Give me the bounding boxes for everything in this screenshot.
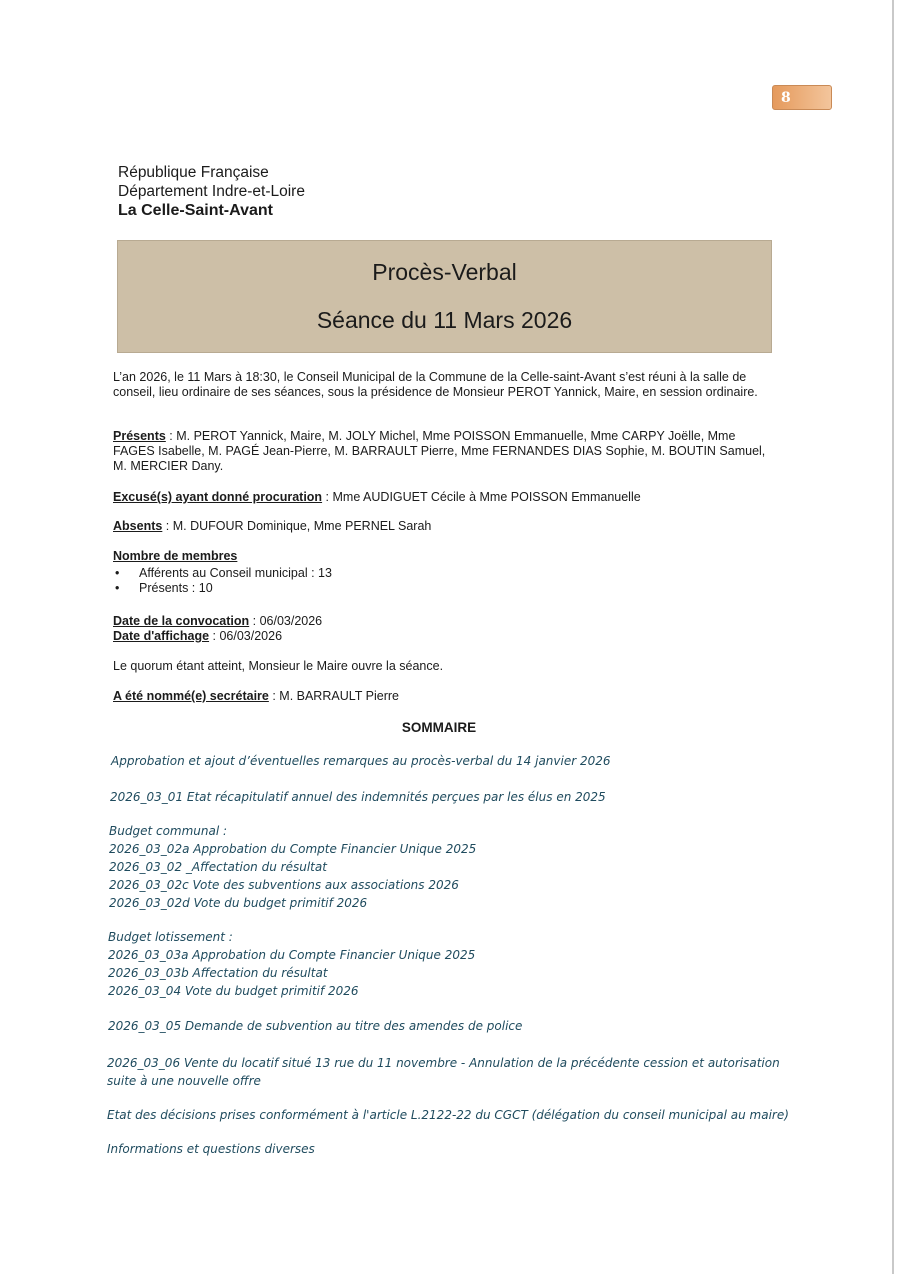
letterhead: [118, 163, 305, 220]
absents-label: Absents: [113, 519, 163, 533]
page-edge: [892, 0, 894, 1274]
page-number-badge: 8: [772, 85, 832, 110]
convocation-line: [113, 614, 773, 629]
agenda-budget-communal: [109, 822, 789, 912]
agenda-budget-lotissement: [108, 928, 788, 1000]
secretaire-value: : M. BARRAULT Pierre: [268, 689, 399, 703]
convocation-value: : 06/03/2026: [249, 614, 323, 628]
session-title: Séance du 11 Mars 2026: [316, 307, 573, 333]
agenda-informations: Informations et questions diverses: [107, 1142, 315, 1156]
affichage-label: Date d'affichage: [113, 629, 210, 643]
absents-paragraph: [113, 519, 773, 534]
agenda-item-06-line-1: 2026_03_06 Vente du locatif situé 13 rue du 11 novembre - Annulation de la précédente cession et autorisation: [107, 1056, 780, 1070]
agenda-item-01: 2026_03_01 Etat récapitulatif annuel des indemnités perçues par les élus en 2025: [110, 790, 606, 804]
excuses-value: : Mme AUDIGUET Cécile à Mme POISSON Emmanuelle: [322, 490, 641, 504]
membres-list: [113, 566, 773, 596]
list-item: 2026_03_02 _Affectation du résultat: [109, 860, 327, 874]
absents-value: : M. DUFOUR Dominique, Mme PERNEL Sarah: [162, 519, 432, 533]
presents-label: Présents: [113, 429, 166, 443]
affichage-line: [113, 629, 773, 644]
letterhead-commune: La Celle-Saint-Avant: [118, 202, 273, 219]
agenda-etat-decisions: Etat des décisions prises conformément à l'article L.2122-22 du CGCT (délégation du conseil municipal au maire): [107, 1108, 789, 1122]
sommaire-title: SOMMAIRE: [401, 720, 477, 735]
intro-paragraph: L’an 2026, le 11 Mars à 18:30, le Conseil Municipal de la Commune de la Celle-saint-Avant s’est réuni à la salle de conseil, lieu ordinaire de ses séances, sous la présidence de Monsieur PEROT Yannick, Maire, en session ordinaire.: [113, 370, 758, 399]
excuses-paragraph: [113, 490, 773, 505]
agenda-item-06: [107, 1054, 807, 1090]
list-item: 2026_03_04 Vote du budget primitif 2026: [108, 984, 359, 998]
secretaire-paragraph: [113, 689, 773, 704]
list-item: • Afférents au Conseil municipal : 13: [113, 566, 773, 581]
presents-value: : M. PEROT Yannick, Maire, M. JOLY Michel, Mme POISSON Emmanuelle, Mme CARPY Joëlle, Mme FAGES Isabelle, M. PAGÉ Jean-Pierre, M. BARRAULT Pierre, Mme FERNANDES DIAS Sophie, M. BOUTIN Samuel, M. MERCIER Dany.: [113, 429, 766, 473]
quorum-paragraph: Le quorum étant atteint, Monsieur le Maire ouvre la séance.: [113, 659, 444, 673]
list-item: 2026_03_02a Approbation du Compte Financier Unique 2025: [109, 842, 477, 856]
presents-paragraph: [113, 429, 773, 474]
membres-label: Nombre de membres: [113, 549, 238, 563]
agenda-approbation: Approbation et ajout d’éventuelles remarques au procès-verbal du 14 janvier 2026: [111, 754, 611, 768]
agenda-item-05: 2026_03_05 Demande de subvention au titre des amendes de police: [108, 1019, 523, 1033]
list-item: • Présents : 10: [113, 581, 773, 596]
agenda-item-06-line-2: suite à une nouvelle offre: [107, 1074, 261, 1088]
list-item: 2026_03_03a Approbation du Compte Financier Unique 2025: [108, 948, 476, 962]
dates-section: [113, 614, 773, 644]
budget-lotissement-title: Budget lotissement :: [108, 930, 233, 944]
convocation-label: Date de la convocation: [113, 614, 250, 628]
affichage-value: : 06/03/2026: [209, 629, 283, 643]
list-item: 2026_03_02d Vote du budget primitif 2026: [109, 896, 368, 910]
title-box: [117, 240, 772, 353]
budget-communal-title: Budget communal :: [109, 824, 228, 838]
list-item: 2026_03_03b Affectation du résultat: [108, 966, 328, 980]
list-item: 2026_03_02c Vote des subventions aux associations 2026: [109, 878, 459, 892]
letterhead-line-1: République Française: [118, 164, 269, 181]
membres-section: [113, 549, 773, 596]
excuses-label: Excusé(s) ayant donné procuration: [113, 490, 323, 504]
secretaire-label: A été nommé(e) secrétaire: [113, 689, 269, 703]
document-title: Procès-Verbal: [372, 259, 517, 285]
letterhead-line-2: Département Indre-et-Loire: [118, 183, 305, 200]
